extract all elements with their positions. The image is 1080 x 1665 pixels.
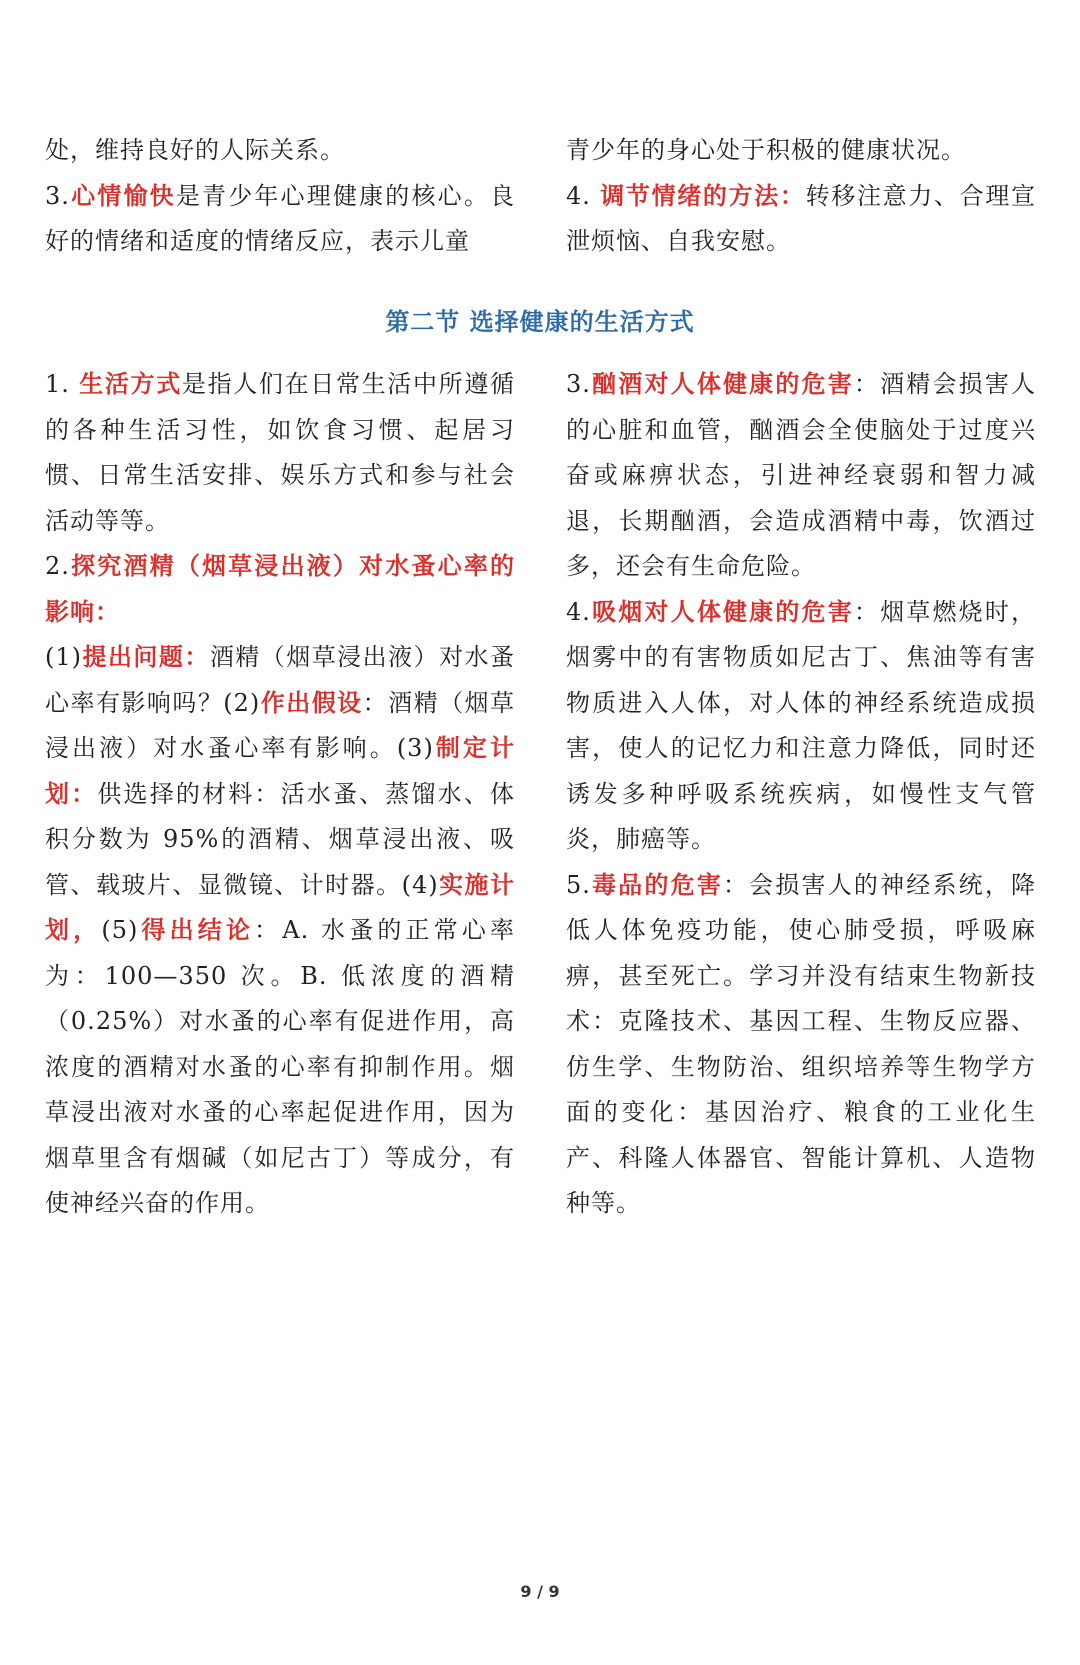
section-title: 第二节 选择健康的生活方式 bbox=[385, 308, 695, 336]
paragraph-text: 是青少年心理健康的核心。良好的情绪和适度的情绪反应，表示儿童 bbox=[45, 181, 516, 255]
paragraph-experiment-steps bbox=[45, 635, 515, 1227]
step-text: 供选择的材料：活水蚤、蒸馏水、体积分数为 95%的酒精、烟草浸出液、吸管、载玻片、显微镜、计时器。 bbox=[45, 779, 516, 899]
paragraph-text: 是指人们在日常生活中所遵循的各种生活习性，如饮食习惯、起居习惯、日常生活安排、娱乐方式和参与社会活动等等。 bbox=[45, 370, 516, 535]
highlight-term: 酗酒对人体健康的危害 bbox=[590, 370, 854, 398]
highlight-term: 吸烟对人体健康的危害 bbox=[590, 597, 854, 626]
highlight-term: 心情愉快 bbox=[69, 181, 176, 210]
step-prefix: (1) bbox=[45, 643, 82, 671]
paragraph-lifestyle bbox=[45, 362, 515, 544]
item-prefix: 4. bbox=[566, 597, 591, 626]
top-right-column bbox=[566, 128, 1036, 265]
paragraph-text: 转移注意力、合理宣泄烦恼、自我安慰。 bbox=[566, 181, 1037, 255]
step-term: 作出假设 bbox=[260, 688, 363, 717]
highlight-term: 探究酒精（烟草浸出液）对水蚤心率的影响： bbox=[45, 552, 515, 626]
continuation-text: 处，维持良好的人际关系。 bbox=[45, 136, 345, 164]
highlight-term: 调节情绪的方法： bbox=[600, 181, 806, 210]
paragraph-text: ：酒精会损害人的心脏和血管，酗酒会全使脑处于过度兴奋或麻痹状态，引进神经衰弱和智力减退，长期酗酒，会造成酒精中毒，饮酒过多，还会有生命危险。 bbox=[566, 370, 1037, 580]
step-prefix: (4) bbox=[401, 870, 439, 899]
paragraph-continuation bbox=[566, 128, 1036, 174]
item-prefix: 3. bbox=[566, 370, 591, 398]
paragraph-continuation bbox=[45, 128, 515, 174]
main-left-column bbox=[45, 362, 515, 1227]
main-right-column bbox=[566, 362, 1036, 1227]
paragraph-emotion-regulation bbox=[566, 174, 1036, 265]
highlight-term: 生活方式 bbox=[79, 370, 182, 398]
item-prefix: 5. bbox=[566, 870, 591, 899]
step-term: 得出结论 bbox=[138, 916, 255, 944]
page-number: 9 / 9 bbox=[520, 1582, 560, 1601]
item-prefix: 3. bbox=[45, 181, 70, 210]
highlight-term: 毒品的危害 bbox=[590, 870, 723, 899]
paragraph-text: ：会损害人的神经系统，降低人体免疫功能，使心肺受损，呼吸麻痹，甚至死亡。学习并没有结束生物新技术：克隆技术、基因工程、生物反应器、仿生学、生物防治、组织培养等生物学方面的变化：基因治疗、粮食的工业化生产、科隆人体器官、智能计算机、人造物种等。 bbox=[566, 870, 1037, 1217]
paragraph-alcohol bbox=[566, 362, 1036, 590]
paragraph-mood bbox=[45, 174, 515, 265]
paragraph-smoking bbox=[566, 590, 1036, 863]
item-prefix: 2. bbox=[45, 552, 70, 580]
step-prefix: (5) bbox=[101, 916, 139, 944]
step-term: 提出问题： bbox=[82, 643, 210, 671]
step-prefix: (2) bbox=[223, 688, 261, 717]
step-term: 制定计划： bbox=[45, 734, 515, 808]
step-term: 实施计划， bbox=[45, 870, 516, 944]
item-prefix: 1. bbox=[45, 370, 80, 398]
paragraph-drugs bbox=[566, 863, 1036, 1227]
step-text: ：A. 水蚤的正常心率为：100—350 次。B. 低浓度的酒精（0.25%）对水蚤的心率有促进作用，高浓度的酒精对水蚤的心率有抑制作用。烟草浸出液对水蚤的心率起促进作用，因为烟草里含有烟碱（如尼古丁）等成分，有使神经兴奋的作用。 bbox=[45, 916, 516, 1217]
paragraph-experiment bbox=[45, 544, 515, 635]
step-text: 酒精（烟草浸出液）对水蚤心率有影响吗？ bbox=[45, 643, 516, 717]
step-prefix: (3) bbox=[396, 734, 434, 762]
continuation-text: 青少年的身心处于积极的健康状况。 bbox=[566, 136, 966, 164]
step-text: ：酒精（烟草浸出液）对水蚤心率有影响。 bbox=[45, 688, 516, 762]
paragraph-text: ：烟草燃烧时，烟雾中的有害物质如尼古丁、焦油等有害物质进入人体，对人体的神经系统造成损害，使人的记忆力和注意力降低，同时还诱发多种呼吸系统疾病，如慢性支气管炎，肺癌等。 bbox=[566, 597, 1037, 853]
item-prefix: 4. bbox=[566, 181, 601, 210]
top-left-column bbox=[45, 128, 515, 265]
